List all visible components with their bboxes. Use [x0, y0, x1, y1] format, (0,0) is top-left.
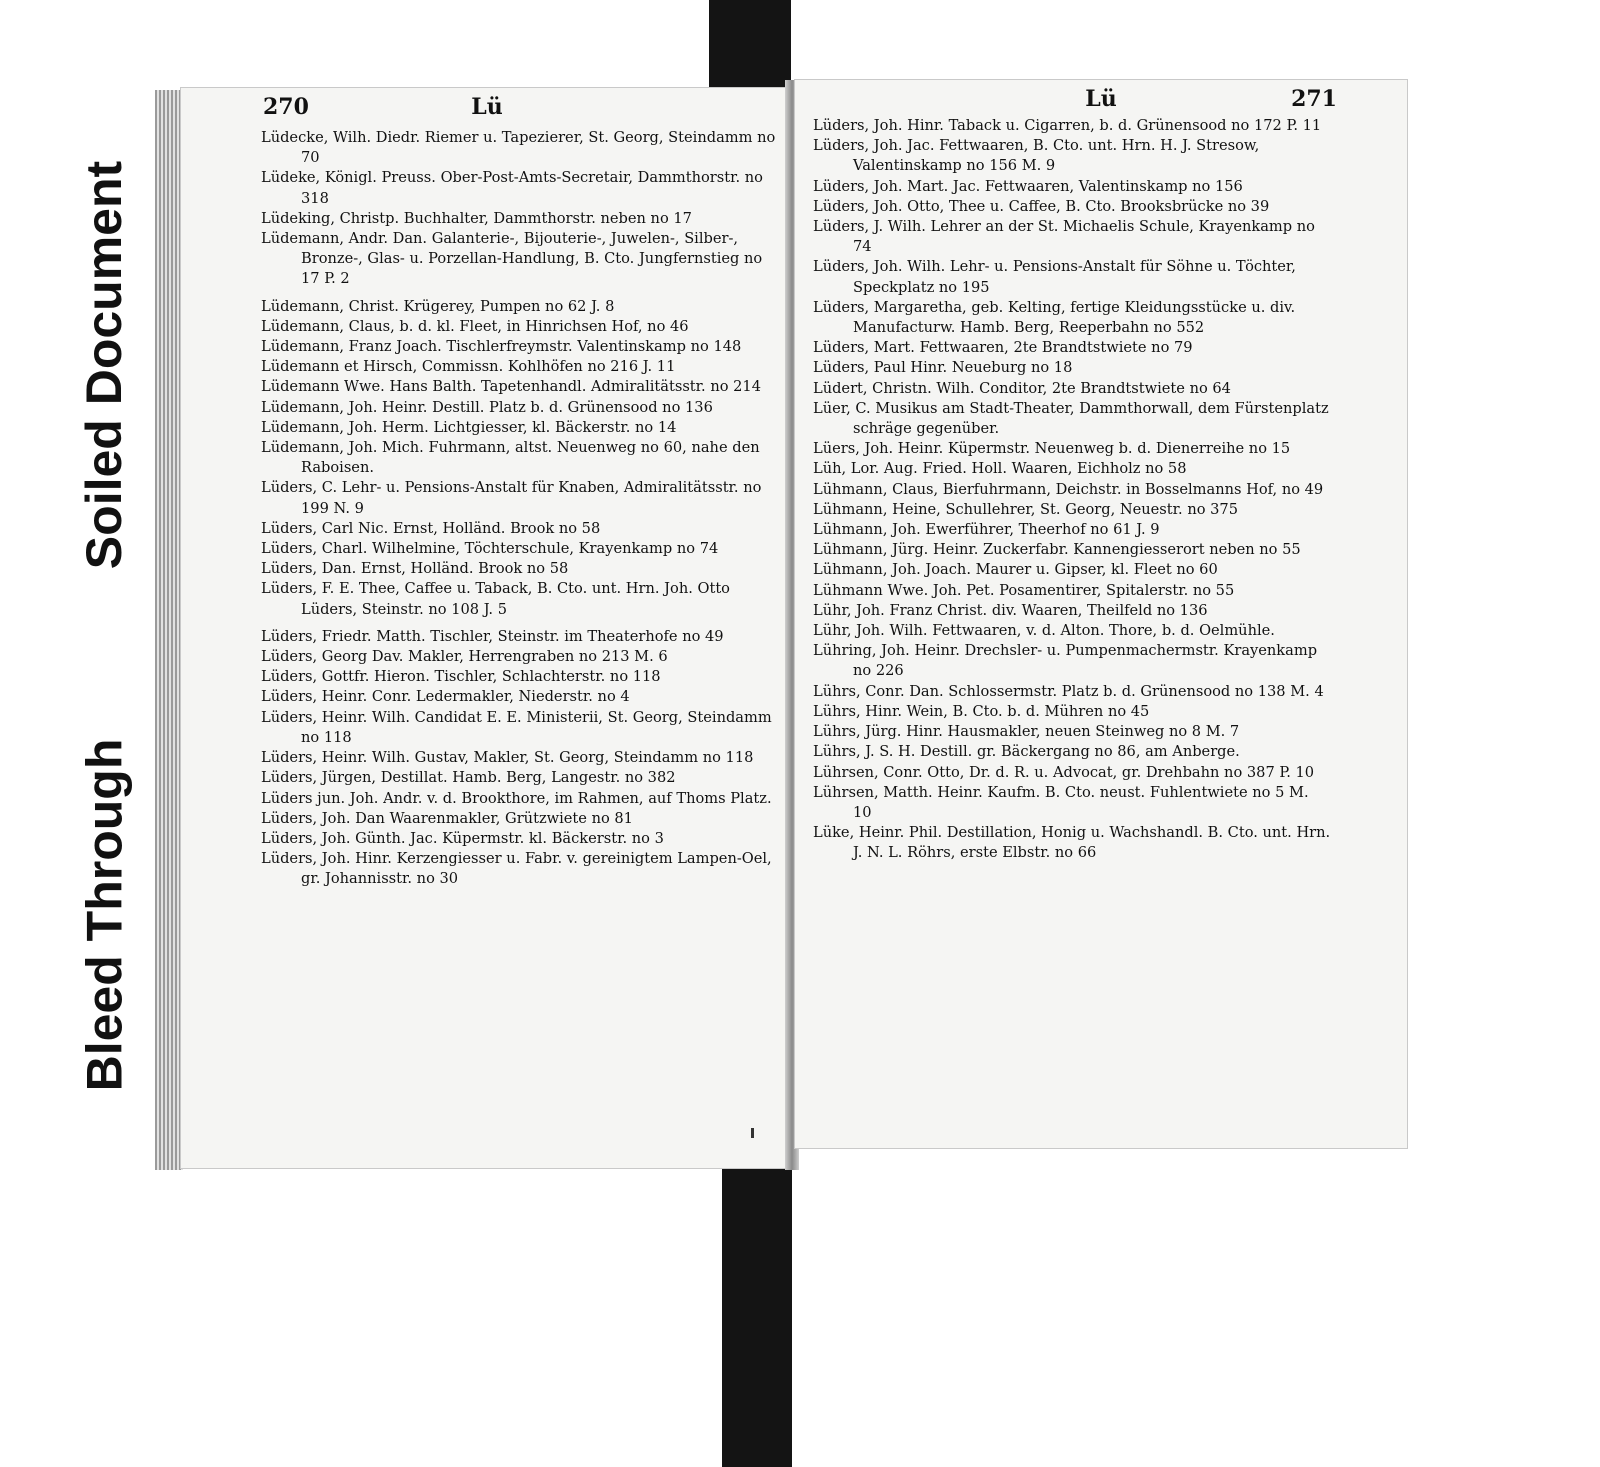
directory-entry: Lühmann, Joh. Ewerführer, Theerhof no 61 J. 9 — [813, 521, 1160, 539]
directory-entry: Lüdemann, Franz Joach. Tischlerfreymstr. Valentinskamp no 148 — [261, 338, 742, 356]
directory-entry: Lüders, J. Wilh. Lehrer an der St. Michaelis Schule, Krayenkamp no 74 — [813, 218, 1315, 256]
side-label-bottom-box — [40, 680, 168, 1150]
side-label — [40, 95, 168, 1150]
directory-entry: Lüders, Joh. Jac. Fettwaaren, B. Cto. unt. Hrn. H. J. Stresow, Valentinskamp no 156 M. 9 — [813, 137, 1260, 175]
binding-strip-top — [709, 0, 791, 90]
directory-entry: Lüders, C. Lehr- u. Pensions-Anstalt für Knaben, Admiralitätsstr. no 199 N. 9 — [261, 479, 762, 517]
directory-entry: Lüders, Charl. Wilhelmine, Töchterschule, Krayenkamp no 74 — [261, 540, 719, 558]
directory-entry: Lüdemann, Claus, b. d. kl. Fleet, in Hinrichsen Hof, no 46 — [261, 317, 689, 335]
directory-entry: Lühr, Joh. Wilh. Fettwaaren, v. d. Alton. Thore, b. d. Oelmühle. — [813, 622, 1275, 640]
directory-entry: Lühmann, Heine, Schullehrer, St. Georg, Neuestr. no 375 — [813, 500, 1238, 518]
directory-entry: Lüers, Joh. Heinr. Küpermstr. Neuenweg b. d. Dienerreihe no 15 — [813, 440, 1291, 458]
right-page-header — [795, 86, 1407, 116]
directory-entry: Lüdemann Wwe. Hans Balth. Tapetenhandl. Admiralitätsstr. no 214 — [261, 378, 762, 396]
directory-entry: Lühmann Wwe. Joh. Pet. Posamentirer, Spitalerstr. no 55 — [813, 581, 1235, 599]
directory-entry: Lüdecke, Wilh. Diedr. Riemer u. Tapezierer, St. Georg, Steindamm no 70 — [261, 129, 776, 167]
left-page-entries — [261, 128, 779, 890]
side-label-top-box — [40, 95, 168, 635]
directory-entry: Lüders, Margaretha, geb. Kelting, fertige Kleidungsstücke u. div. Manufacturw. Hamb. Berg, Reeperbahn no 552 — [813, 298, 1296, 337]
directory-entry: Lüders, Joh. Dan Waarenmakler, Grützwiete no 81 — [261, 809, 633, 827]
side-label-bottom-text: Bleed Through — [76, 738, 133, 1092]
directory-entry: Lüders, Heinr. Conr. Ledermakler, Niederstr. no 4 — [261, 688, 630, 706]
directory-entry: Lührsen, Conr. Otto, Dr. d. R. u. Advocat, gr. Drehbahn no 387 P. 10 — [813, 763, 1315, 781]
side-label-top-text: Soiled Document — [76, 160, 132, 570]
directory-entry: Lüdemann, Christ. Krügerey, Pumpen no 62 J. 8 — [261, 297, 615, 315]
right-page-entries — [813, 116, 1331, 864]
directory-entry: Lührs, J. S. H. Destill. gr. Bäckergang no 86, am Anberge. — [813, 743, 1240, 761]
directory-entry: Lührs, Hinr. Wein, B. Cto. b. d. Mühren no 45 — [813, 702, 1150, 720]
directory-entry: Lüders, Joh. Mart. Jac. Fettwaaren, Valentinskamp no 156 — [813, 177, 1243, 195]
directory-entry: Lüders, Georg Dav. Makler, Herrengraben no 213 M. 6 — [261, 648, 668, 666]
directory-entry: Lühring, Joh. Heinr. Drechsler- u. Pumpenmachermstr. Krayenkamp no 226 — [813, 642, 1318, 680]
directory-entry: Lüders, Jürgen, Destillat. Hamb. Berg, Langestr. no 382 — [261, 769, 676, 787]
page-mark — [751, 1128, 754, 1138]
left-page-letters: Lü — [471, 94, 503, 120]
right-page-number: 271 — [1291, 86, 1337, 112]
directory-entry: Lüdemann, Andr. Dan. Galanterie-, Bijouterie-, Juwelen-, Silber-, Bronze-, Glas- u. Porzellan-Handlung, B. Cto. Jungfernstieg no 17 P. 2 — [261, 230, 763, 288]
directory-entry: Lüders, Paul Hinr. Neueburg no 18 — [813, 359, 1073, 377]
directory-entry: Lüders, Joh. Günth. Jac. Küpermstr. kl. Bäckerstr. no 3 — [261, 829, 664, 847]
directory-entry: Lührs, Conr. Dan. Schlossermstr. Platz b. d. Grünensood no 138 M. 4 — [813, 682, 1324, 700]
directory-entry: Lüders, Joh. Hinr. Taback u. Cigarren, b. d. Grünensood no 172 P. 11 — [813, 117, 1322, 134]
directory-entry: Lüdeke, Königl. Preuss. Ober-Post-Amts-Secretair, Dammthorstr. no 318 — [261, 169, 763, 207]
directory-entry: Lührsen, Matth. Heinr. Kaufm. B. Cto. neust. Fuhlentwiete no 5 M. 10 — [813, 783, 1309, 821]
directory-entry: Lüders, Joh. Wilh. Lehr- u. Pensions-Anstalt für Söhne u. Töchter, Speckplatz no 195 — [813, 258, 1296, 296]
directory-entry: Lüders jun. Joh. Andr. v. d. Brookthore, im Rahmen, auf Thoms Platz. — [261, 789, 772, 807]
directory-entry: Lüders, F. E. Thee, Caffee u. Taback, B. Cto. unt. Hrn. Joh. Otto Lüders, Steinstr. no 108 J. 5 — [261, 580, 730, 618]
directory-entry: Lüh, Lor. Aug. Fried. Holl. Waaren, Eichholz no 58 — [813, 460, 1187, 478]
directory-entry: Lüders, Mart. Fettwaaren, 2te Brandtstwiete no 79 — [813, 339, 1193, 357]
open-book — [155, 80, 1415, 1170]
left-page — [181, 88, 793, 1168]
directory-entry: Lüdemann, Joh. Herm. Lichtgiesser, kl. Bäckerstr. no 14 — [261, 418, 677, 436]
directory-entry: Lüders, Gottfr. Hieron. Tischler, Schlachterstr. no 118 — [261, 668, 661, 686]
directory-entry: Lüders, Dan. Ernst, Holländ. Brook no 58 — [261, 560, 569, 578]
directory-entry: Lüer, C. Musikus am Stadt-Theater, Dammthorwall, dem Fürstenplatz schräge gegenüber. — [813, 399, 1329, 438]
directory-entry: Lühmann, Joh. Joach. Maurer u. Gipser, kl. Fleet no 60 — [813, 561, 1218, 579]
directory-entry: Lührs, Jürg. Hinr. Hausmakler, neuen Steinweg no 8 M. 7 — [813, 723, 1240, 741]
directory-entry: Lüders, Friedr. Matth. Tischler, Steinstr. im Theaterhofe no 49 — [261, 627, 724, 645]
binding-strip-bottom — [722, 1158, 792, 1467]
directory-entry: Lüders, Carl Nic. Ernst, Holländ. Brook no 58 — [261, 519, 601, 537]
right-page-letters: Lü — [1085, 86, 1117, 112]
directory-entry: Lühmann, Jürg. Heinr. Zuckerfabr. Kannengiesserort neben no 55 — [813, 541, 1301, 559]
left-page-header — [181, 94, 793, 124]
directory-entry: Lüdeking, Christp. Buchhalter, Dammthorstr. neben no 17 — [261, 209, 692, 227]
directory-entry: Lüdemann et Hirsch, Commissn. Kohlhöfen no 216 J. 11 — [261, 358, 676, 376]
directory-entry: Lüdert, Christn. Wilh. Conditor, 2te Brandtstwiete no 64 — [813, 379, 1231, 397]
directory-entry: Lüders, Joh. Otto, Thee u. Caffee, B. Cto. Brooksbrücke no 39 — [813, 197, 1270, 215]
directory-entry: Lüdemann, Joh. Mich. Fuhrmann, altst. Neuenweg no 60, nahe den Raboisen. — [261, 439, 760, 477]
directory-entry: Lüders, Joh. Hinr. Kerzengiesser u. Fabr. v. gereinigtem Lampen-Oel, gr. Johannisstr. no 30 — [261, 850, 772, 888]
directory-entry: Lühr, Joh. Franz Christ. div. Waaren, Theilfeld no 136 — [813, 601, 1208, 619]
page-edge — [155, 90, 183, 1170]
directory-entry: Lüders, Heinr. Wilh. Candidat E. E. Ministerii, St. Georg, Steindamm no 118 — [261, 708, 772, 746]
left-page-number: 270 — [263, 94, 309, 120]
directory-entry: Lüdemann, Joh. Heinr. Destill. Platz b. d. Grünensood no 136 — [261, 398, 713, 416]
directory-entry: Lüders, Heinr. Wilh. Gustav, Makler, St. Georg, Steindamm no 118 — [261, 749, 754, 767]
directory-entry: Lühmann, Claus, Bierfuhrmann, Deichstr. in Bosselmanns Hof, no 49 — [813, 480, 1324, 498]
right-page — [795, 80, 1407, 1148]
directory-entry: Lüke, Heinr. Phil. Destillation, Honig u. Wachshandl. B. Cto. unt. Hrn. J. N. L. Röhrs, erste Elbstr. no 66 — [813, 824, 1331, 862]
